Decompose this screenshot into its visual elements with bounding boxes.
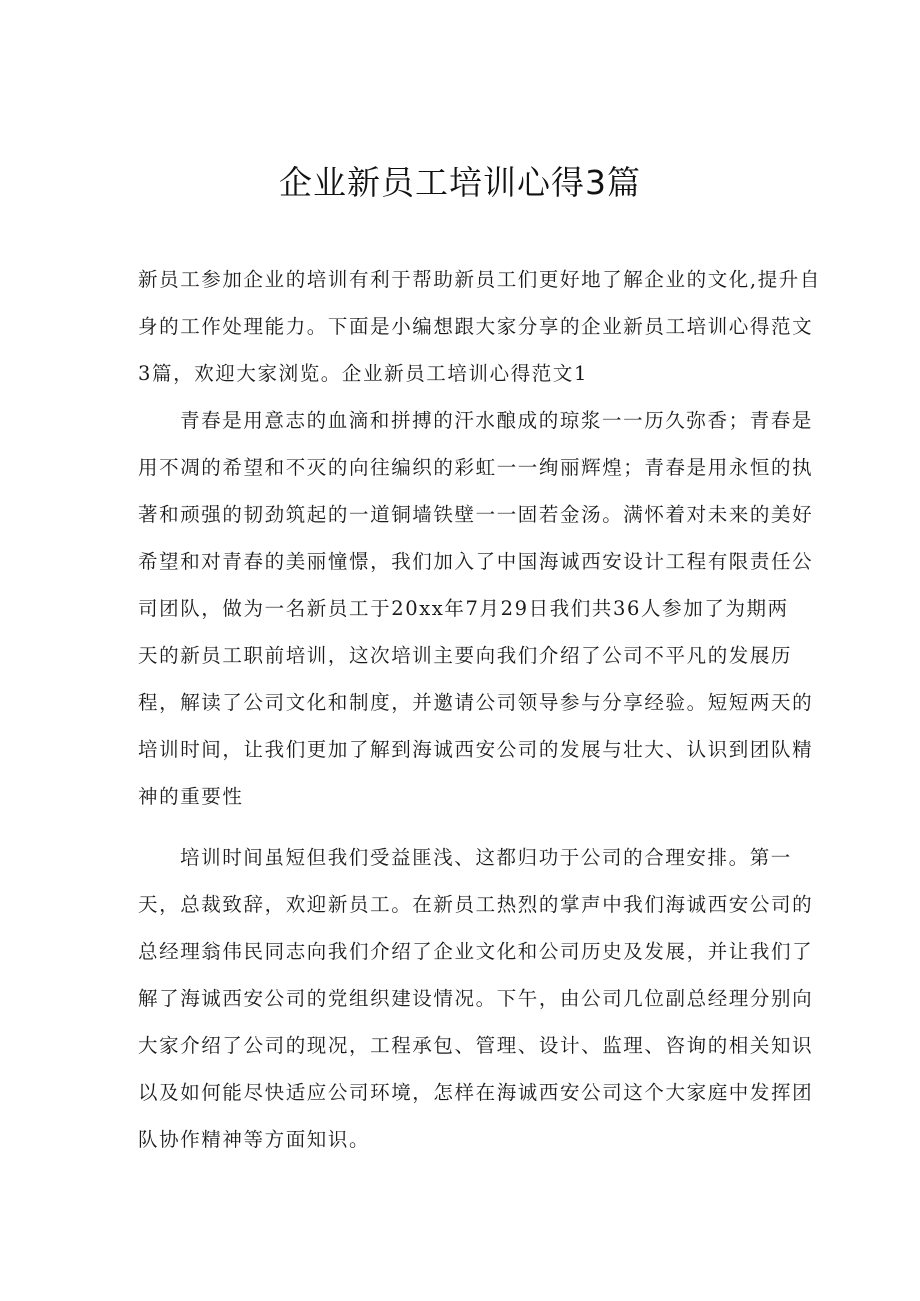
paragraph-youth [138,397,814,820]
text-line: 青春是用意志的血滴和拼搏的汗水酿成的琼浆一一历久弥香；青春是 [180,409,814,432]
text-line: 3篇，欢迎大家浏览。企业新员工培训心得范文1 [138,362,589,385]
text-line: 大家介绍了公司的现况，工程承包、管理、设计、监理、咨询的相关知识 [138,1034,814,1057]
text-line: 培训时间虽短但我们受益匪浅、这都归功于公司的合理安排。第一 [180,846,792,869]
text-line: 队协作精神等方面知识。 [138,1128,371,1151]
text-line: 总经理翁伟民同志向我们介绍了企业文化和公司历史及发展，并让我们了 [138,940,814,963]
text-line: 神的重要性 [138,785,244,808]
document-title: 企业新员工培训心得3篇 [279,163,641,202]
text-line: 用不凋的希望和不灭的向往编织的彩虹一一绚丽辉煌；青春是用永恒的执 [138,456,814,479]
text-line: 解了海诚西安公司的党组织建设情况。下午，由公司几位副总经理分别向 [138,987,814,1010]
paragraph-training [138,834,814,1163]
text-line: 司团队，做为一名新员工于20xx年7月29日我们共36人参加了为期两 [138,597,789,620]
text-line: 以及如何能尽快适应公司环境，怎样在海诚西安公司这个大家庭中发挥团 [138,1081,814,1104]
text-line: 新员工参加企业的培训有利于帮助新员工们更好地了解企业的文化,提升自 [138,268,821,291]
text-line: 程，解读了公司文化和制度，并邀请公司领导参与分享经验。短短两天的 [138,691,814,714]
paragraph-intro [138,256,821,397]
text-line: 培训时间，让我们更加了解到海诚西安公司的发展与壮大、认识到团队精 [138,738,814,761]
text-line: 希望和对青春的美丽憧憬，我们加入了中国海诚西安设计工程有限责任公 [138,550,814,573]
text-line: 天的新员工职前培训，这次培训主要向我们介绍了公司不平凡的发展历 [138,644,793,667]
text-line: 著和顽强的韧劲筑起的一道铜墙铁壁一一固若金汤。满怀着对未来的美好 [138,503,814,526]
text-line: 天，总裁致辞，欢迎新员工。在新员工热烈的掌声中我们海诚西安公司的 [138,893,814,916]
text-line: 身的工作处理能力。下面是小编想跟大家分享的企业新员工培训心得范文 [138,315,814,338]
